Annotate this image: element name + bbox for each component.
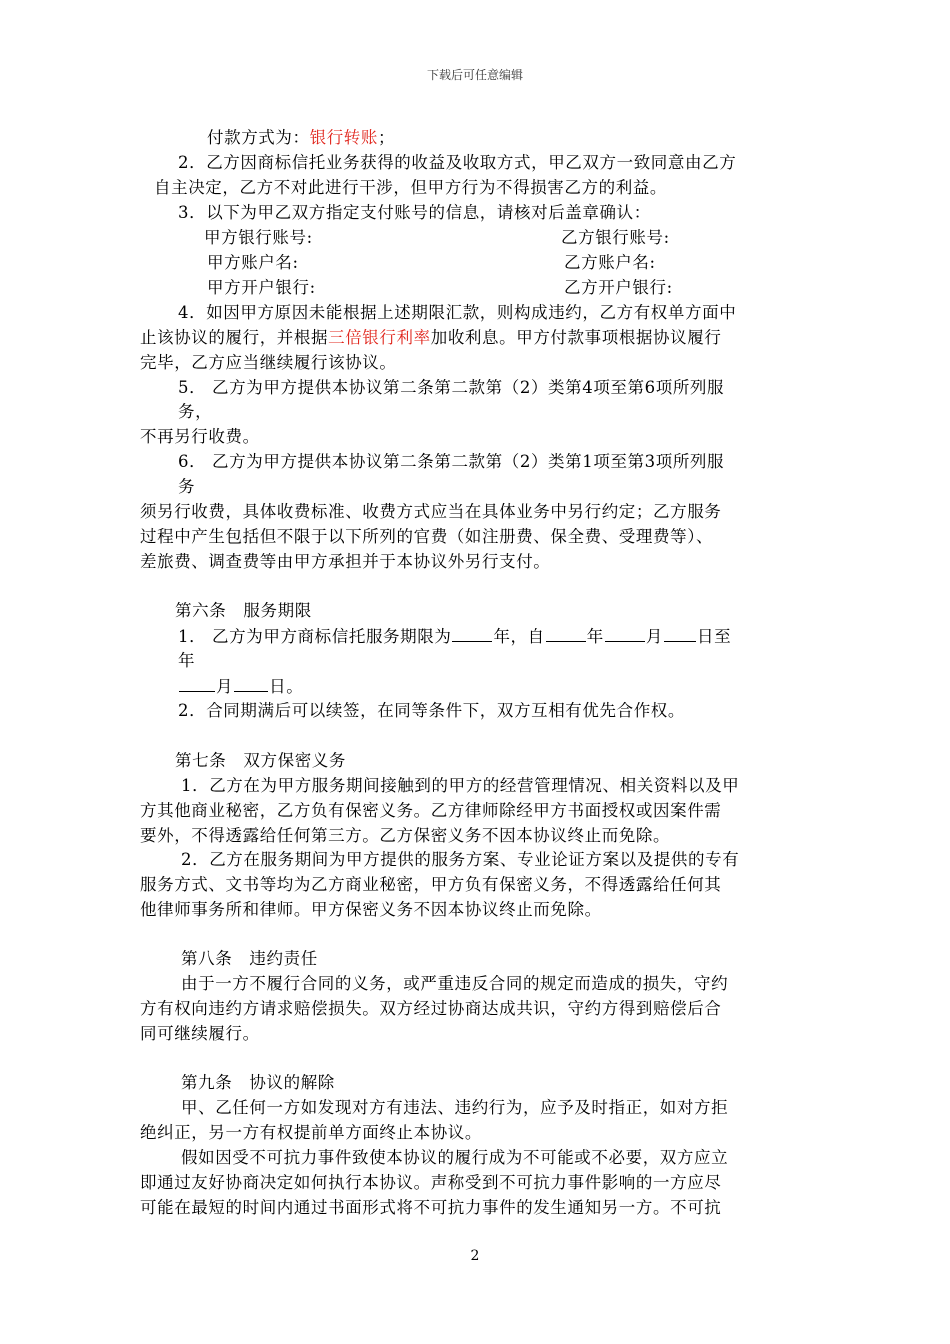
clause-2-line-2: 自主决定，乙方不对此进行干涉，但甲方行为不得损害乙方的利益。 [154,178,667,197]
clause-6-line-3: 须另行收费，具体收费标准、收费方式应当在具体业务中另行约定；乙方服务 [140,502,722,521]
highlight-text: 三倍银行利率 [328,328,431,347]
clause-6-line-5: 差旅费、调查费等由甲方承担并于本协议外另行支付。 [140,552,551,571]
blank-field [179,675,215,692]
text: 日至 [696,627,732,646]
page-number: 2 [470,1248,480,1264]
clause-5-line-2: 务， [178,402,213,421]
clause-4-line-1: 4．如因甲方原因未能根据上述期限汇款，则构成违约，乙方有权单方面中 [178,303,737,322]
text: 1． 乙方为甲方商标信托服务期限为 [178,627,452,646]
clause-6-line-1: 6． 乙方为甲方提供本协议第二条第二款第（2）类第1项至第3项所列服 [178,452,725,471]
party-b-account-name-label: 乙方账户名: [564,253,656,272]
article-6-clause-1-line-1 [178,625,731,648]
blank-field [234,675,268,692]
page-header: 下载后可任意编辑 [426,68,523,82]
text: 年，自 [493,627,545,646]
text: 月 [216,677,234,696]
party-b-bank-label: 乙方开户银行: [564,278,673,297]
article-9-para-1-line-1: 甲、乙任何一方如发现对方有违法、违约行为，应予及时指正，如对方拒 [181,1098,729,1117]
blank-field [664,625,696,642]
blank-field [546,625,586,642]
text: 加收利息。甲方付款事项根据协议履行 [430,328,722,347]
clause-5-line-3: 不再另行收费。 [140,427,260,446]
payment-method-line [207,127,395,149]
article-8-line-2: 方有权向违约方请求赔偿损失。双方经过协商达成共识，守约方得到赔偿后合 [140,999,722,1018]
clause-3-line: 3．以下为甲乙双方指定支付账号的信息，请核对后盖章确认： [178,203,651,222]
party-a-account-label: 甲方银行账号: [204,228,313,247]
text: 日。 [269,677,304,696]
clause-4-line-2 [140,327,721,349]
clause-5-line-1: 5． 乙方为甲方提供本协议第二条第二款第（2）类第4项至第6项所列服 [178,378,725,397]
article-8-line-3: 同可继续履行。 [140,1024,260,1043]
article-7-clause-1-line-2: 方其他商业秘密，乙方负有保密义务。乙方律师除经甲方书面授权或因案件需 [140,801,722,820]
clause-6-line-4: 过程中产生包括但不限于以下所列的官费（如注册费、保全费、受理费等）、 [140,527,714,546]
blank-field [605,625,645,642]
article-9-heading: 第九条 协议的解除 [181,1073,335,1092]
article-6-clause-1-line-2: 年 [178,651,196,670]
party-a-account-name-label: 甲方账户名: [207,253,299,272]
article-9-para-2-line-3: 可能在最短的时间内通过书面形式将不可抗力事件的发生通知另一方。不可抗 [140,1198,722,1217]
article-7-clause-1-line-1: 1．乙方在为甲方服务期间接触到的甲方的经营管理情况、相关资料以及甲 [181,776,740,795]
article-9-para-1-line-2: 绝纠正，另一方有权提前单方面终止本协议。 [140,1123,482,1142]
highlight-text: 银行转账 [309,128,379,147]
article-7-heading: 第七条 双方保密义务 [175,751,346,770]
text: 付款方式为： [207,128,310,147]
text: 止该协议的履行，并根据 [140,328,329,347]
party-a-bank-label: 甲方开户银行: [207,278,316,297]
article-6-clause-2: 2．合同期满后可以续签，在同等条件下，双方互相有优先合作权。 [178,701,685,720]
article-7-clause-2-line-1: 2．乙方在服务期间为甲方提供的服务方案、专业论证方案以及提供的专有 [181,850,740,869]
article-7-clause-2-line-2: 服务方式、文书等均为乙方商业秘密，甲方负有保密义务，不得透露给任何其 [140,875,722,894]
text: ； [378,128,396,147]
text: 月 [645,627,663,646]
article-6-clause-1-line-3 [178,675,303,698]
article-6-heading: 第六条 服务期限 [175,601,312,620]
text: 年 [586,627,604,646]
clause-4-line-3: 完毕，乙方应当继续履行该协议。 [140,353,397,372]
article-8-heading: 第八条 违约责任 [181,949,318,968]
clause-6-line-2: 务 [178,477,196,496]
article-7-clause-1-line-3: 要外，不得透露给任何第三方。乙方保密义务不因本协议终止而免除。 [140,826,671,845]
article-8-line-1: 由于一方不履行合同的义务，或严重违反合同的规定而造成的损失，守约 [181,974,729,993]
article-9-para-2-line-2: 即通过友好协商决定如何执行本协议。声称受到不可抗力事件影响的一方应尽 [140,1173,722,1192]
article-9-para-2-line-1: 假如因受不可抗力事件致使本协议的履行成为不可能或不必要，双方应立 [181,1148,729,1167]
party-b-account-label: 乙方银行账号: [561,228,670,247]
blank-field [452,625,492,642]
article-7-clause-2-line-3: 他律师事务所和律师。甲方保密义务不因本协议终止而免除。 [140,900,602,919]
clause-2-line-1: 2．乙方因商标信托业务获得的收益及收取方式，甲乙双方一致同意由乙方 [178,153,737,172]
